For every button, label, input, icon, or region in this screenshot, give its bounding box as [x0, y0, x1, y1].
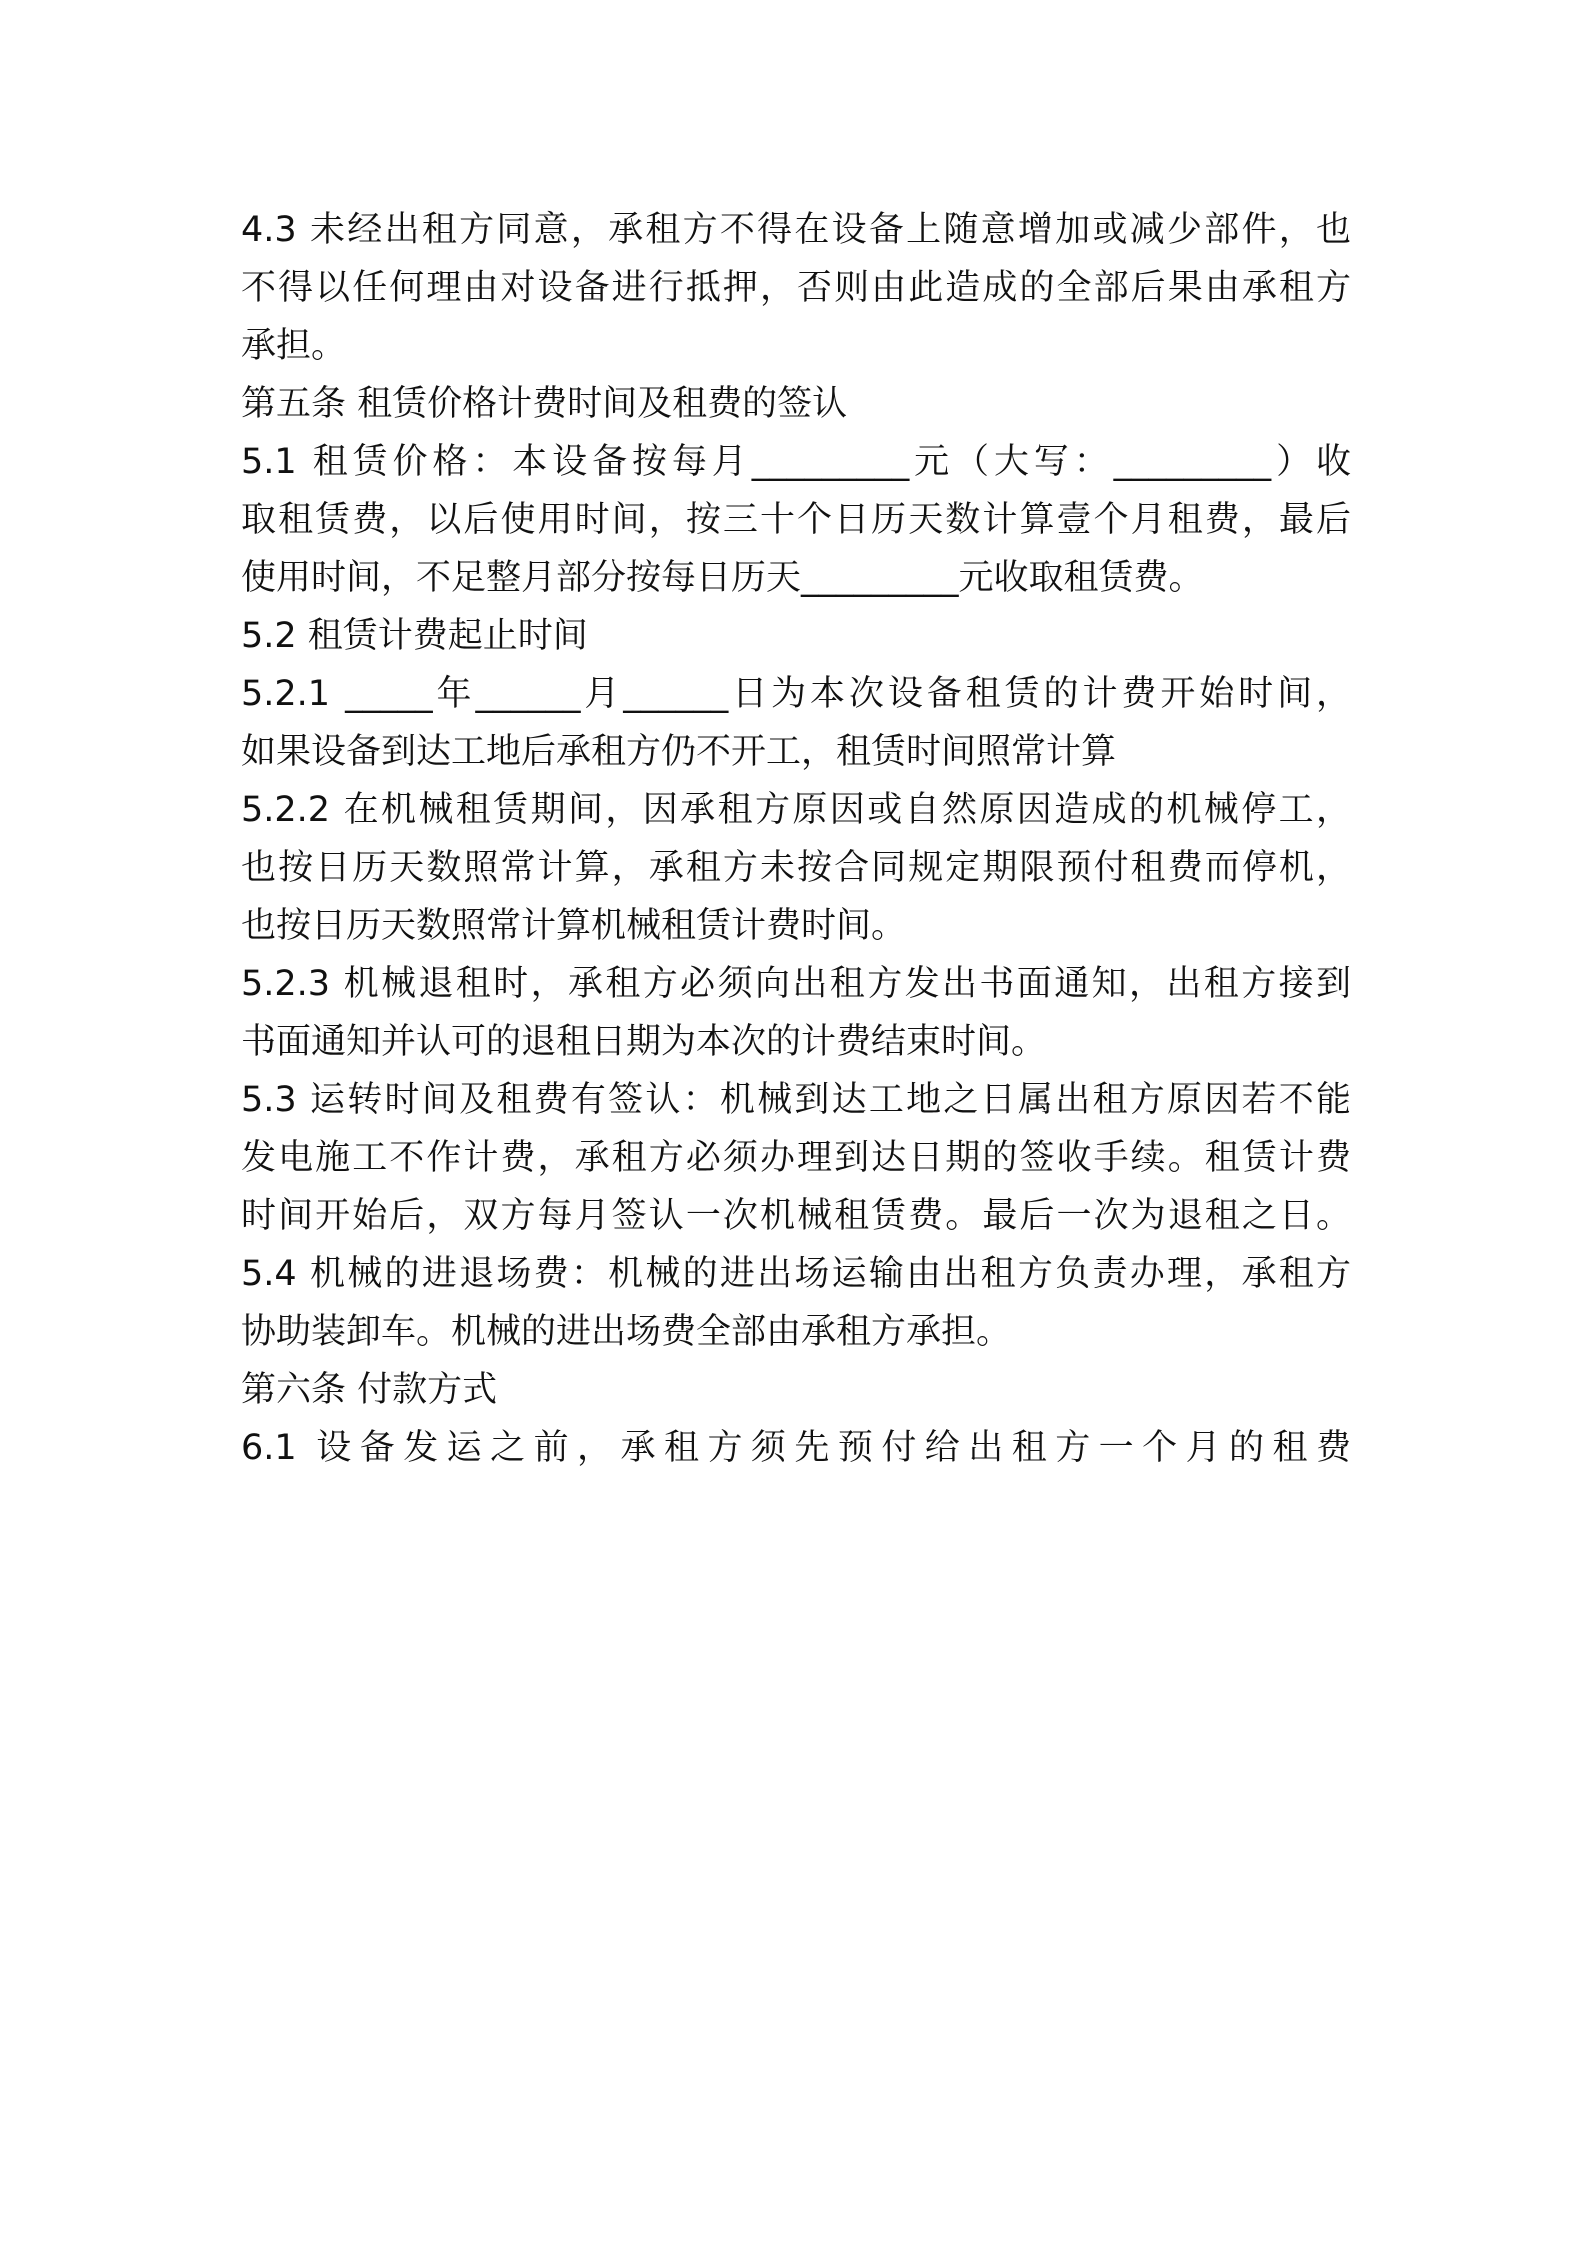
clause-5-2-3-line-2: 书面通知并认可的退租日期为本次的计费结束时间。: [241, 1022, 1047, 1062]
clause-5-2-heading: 5.2 租赁计费起止时间: [241, 616, 588, 656]
clause-5-1-line-1: 5.1 租赁价格：本设备按每月_________元（大写：_________）收: [241, 442, 1351, 482]
article-6-heading: 第六条 付款方式: [241, 1370, 498, 1410]
clause-5-3-line-2: 发电施工不作计费，承租方必须办理到达日期的签收手续。租赁计费: [241, 1138, 1351, 1178]
article-5-heading: 第五条 租赁价格计费时间及租费的签认: [241, 384, 848, 424]
clause-5-1-line-3: 使用时间，不足整月部分按每日历天_________元收取租赁费。: [241, 558, 1204, 598]
clause-4-3-line-2: 不得以任何理由对设备进行抵押，否则由此造成的全部后果由承租方: [241, 268, 1351, 308]
clause-5-2-2-line-3: 也按日历天数照常计算机械租赁计费时间。: [241, 906, 907, 946]
clause-6-1-line-1: 6.1 设备发运之前，承租方须先预付给出租方一个月的租费: [241, 1428, 1351, 1468]
clause-5-4-line-2: 协助装卸车。机械的进出场费全部由承租方承担。: [241, 1312, 1012, 1352]
clause-5-4-line-1: 5.4 机械的进退场费：机械的进出场运输由出租方负责办理，承租方: [241, 1254, 1351, 1294]
clause-5-1-line-2: 取租赁费，以后使用时间，按三十个日历天数计算壹个月租费，最后: [241, 500, 1351, 540]
clause-5-3-line-1: 5.3 运转时间及租费有签认：机械到达工地之日属出租方原因若不能: [241, 1080, 1351, 1120]
clause-4-3-line-1: 4.3 未经出租方同意，承租方不得在设备上随意增加或减少部件，也: [241, 210, 1351, 250]
clause-5-2-2-line-2: 也按日历天数照常计算，承租方未按合同规定期限预付租费而停机，: [241, 848, 1351, 888]
clause-5-2-3-line-1: 5.2.3 机械退租时，承租方必须向出租方发出书面通知，出租方接到: [241, 964, 1351, 1004]
clause-5-2-1-line-2: 如果设备到达工地后承租方仍不开工，租赁时间照常计算: [241, 732, 1117, 772]
clause-4-3-line-3: 承担。: [241, 326, 347, 366]
clause-5-3-line-3: 时间开始后，双方每月签认一次机械租赁费。最后一次为退租之日。: [241, 1196, 1351, 1236]
clause-5-2-1-line-1: 5.2.1 _____年______月______日为本次设备租赁的计费开始时间，: [241, 674, 1351, 714]
clause-5-2-2-line-1: 5.2.2 在机械租赁期间，因承租方原因或自然原因造成的机械停工，: [241, 790, 1351, 830]
